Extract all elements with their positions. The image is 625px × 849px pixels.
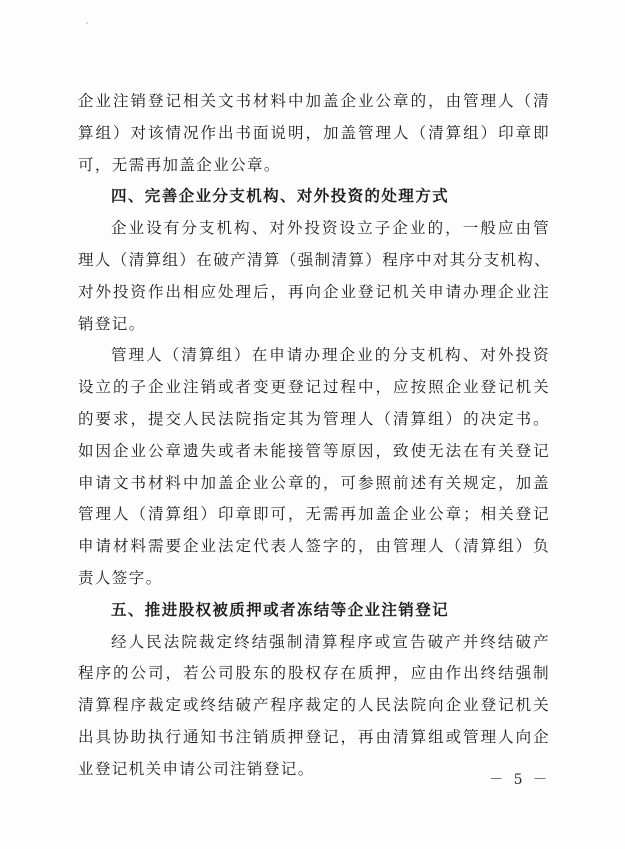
text-line: 申请文书材料中加盖企业公章的，可参照前述有关规定，加盖 [78,473,550,492]
text-line: 出具协助执行通知书注销质押登记，再由清算组或管理人向企 [78,727,550,746]
section-heading-4: 四、完善企业分支机构、对外投资的处理方式 [111,187,450,206]
page-number: － 5 － [489,772,550,788]
text-line: 对外投资作出相应处理后，再向企业登记机关申请办理企业注 [78,282,550,301]
text-line: 如因企业公章遗失或者未能接管等原因，致使无法在有关登记 [78,441,550,460]
body-text [78,86,550,786]
text-line: 可，无需再加盖企业公章。 [78,155,281,174]
text-line: 算组）对该情况作出书面说明，加盖管理人（清算组）印章即 [78,123,550,142]
text-line: 设立的子企业注销或者变更登记过程中，应按照企业登记机关 [78,378,550,397]
text-line: 程序的公司，若公司股东的股权存在质押，应由作出终结强制 [78,664,550,683]
text-line: 的要求，提交人民法院指定其为管理人（清算组）的决定书。 [78,409,550,428]
text-line: 销登记。 [78,314,146,333]
scan-speck [86,22,88,24]
text-line: 经人民法院裁定终结强制清算程序或宣告破产并终结破产 [111,632,550,651]
text-line: 责人签字。 [78,568,163,587]
text-line: 理人（清算组）在破产清算（强制清算）程序中对其分支机构、 [78,250,552,269]
section-heading-5: 五、推进股权被质押或者冻结等企业注销登记 [111,600,450,619]
text-line: 清算程序裁定或终结破产程序裁定的人民法院向企业登记机关 [78,696,550,715]
text-line: 企业注销登记相关文书材料中加盖企业公章的，由管理人（清 [78,92,550,110]
text-line: 企业设有分支机构、对外投资设立子企业的，一般应由管 [111,219,550,238]
text-line: 管理人（清算组）印章即可，无需再加盖企业公章；相关登记 [78,505,550,524]
text-line: 业登记机关申请公司注销登记。 [78,759,315,778]
text-line: 管理人（清算组）在申请办理企业的分支机构、对外投资 [111,346,550,365]
text-line: 申请材料需要企业法定代表人签字的，由管理人（清算组）负 [78,537,550,556]
